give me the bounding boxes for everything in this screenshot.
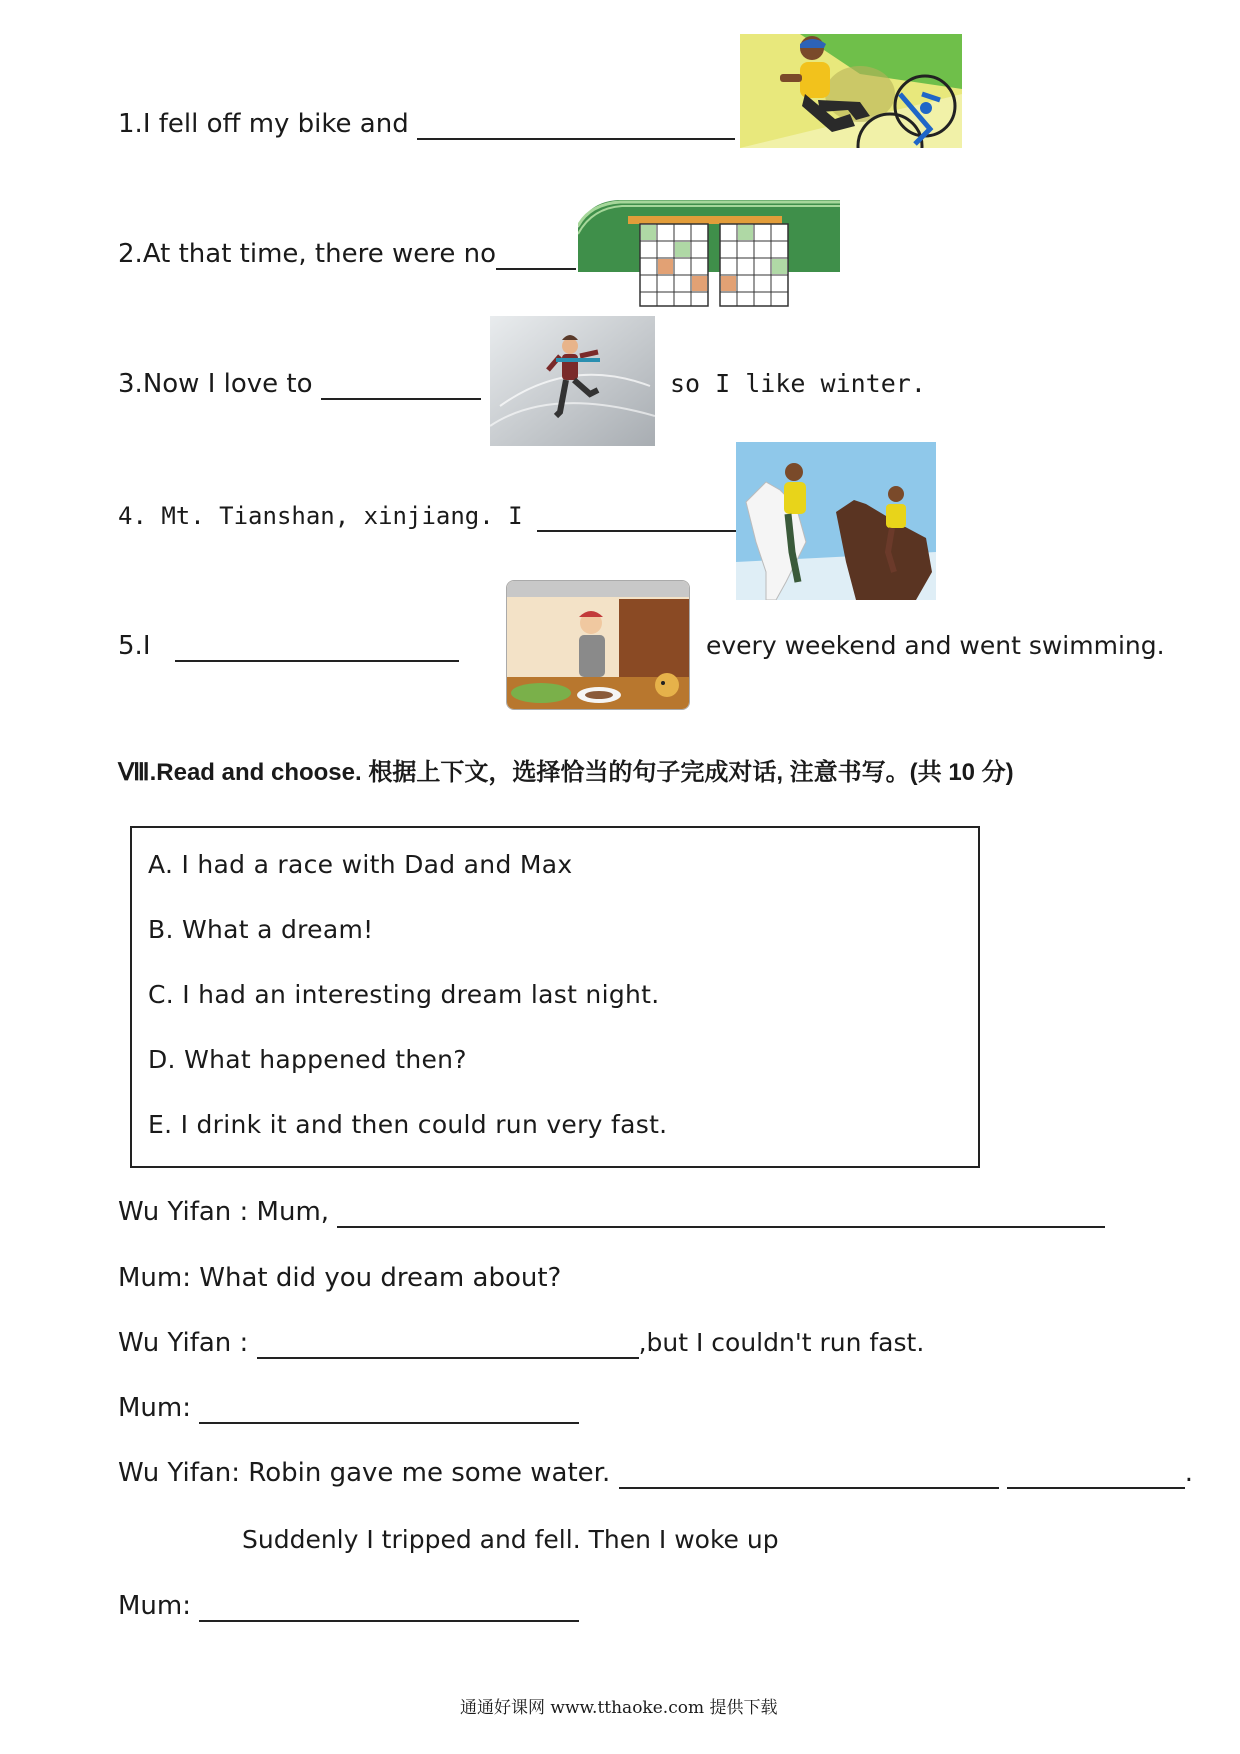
choice-b [148,915,373,944]
exercise-3 [118,368,507,400]
dialogue-blank-1[interactable] [337,1200,1105,1228]
exercise-text: I fell off my bike and [142,109,409,139]
exercise-number: 5. [118,631,143,661]
choice-letter: D. [148,1045,176,1074]
choice-text: I had a race with Dad and Max [181,850,573,879]
answer-blank-2[interactable] [496,242,576,270]
answer-blank-1[interactable] [417,112,735,140]
exercise-5-ending: every weekend and went swimming. [706,631,1165,660]
speaker: Wu Yifan : Mum, [118,1197,330,1227]
dialogue-line-1 [118,1196,1105,1228]
dialogue-blank-5[interactable] [1007,1461,1185,1489]
dialogue-line-3 [118,1327,924,1359]
dialogue-text: ,but I couldn't run fast. [638,1328,925,1357]
choice-letter: E. [148,1110,173,1139]
choice-letter: C. [148,980,175,1009]
exercise-text: Now I love to [142,369,313,399]
dialogue-line-4 [118,1392,579,1424]
dialogue-blank-4[interactable] [619,1461,999,1489]
choice-text: What a dream! [181,915,374,944]
exercise-number: 1. [118,109,143,139]
exercise-number: 4. [118,502,147,530]
exercise-5 [118,630,459,662]
exercise-4 [118,500,759,532]
choice-letter: B. [148,915,174,944]
section-title: Ⅷ.Read and choose. 根据上下文，选择恰当的句子完成对话, 注意书写。(共 10 分) [118,759,1014,786]
choice-d [148,1045,467,1074]
picture-eating-dinner [506,580,690,710]
exercise-text: Mt. Tianshan, xinjiang. I [161,502,523,530]
exercise-text: I [142,631,151,661]
dialogue-line-2: Mum: What did you dream about? [118,1263,562,1293]
dialogue-blank-2[interactable] [257,1331,639,1359]
exercise-1 [118,108,735,140]
footer-credit: 通通好课网 www.tthaoke.com 提供下载 [460,1698,778,1718]
picture-fall-off-bike [740,34,962,148]
answer-blank-5[interactable] [175,634,459,662]
picture-ice-skating [490,316,655,446]
exercise-text: At that time, there were no [142,239,497,269]
speaker: Wu Yifan: Robin gave me some water. [118,1458,611,1488]
picture-horse-riding [736,442,936,600]
choice-text: What happened then? [184,1045,467,1074]
speaker: Wu Yifan : [118,1328,249,1358]
dialogue-blank-3[interactable] [199,1396,579,1424]
period: . [1184,1458,1194,1488]
dialogue-line-6: Suddenly I tripped and fell. Then I woke up [242,1525,779,1554]
speaker: Mum: [118,1393,191,1423]
choice-a [148,850,572,879]
exercise-2 [118,238,576,270]
choices-box [130,826,980,1168]
choice-text: I had an interesting dream last night. [182,980,660,1009]
answer-blank-4[interactable] [537,504,759,532]
picture-buildings [578,198,840,308]
choice-letter: A. [148,850,174,879]
dialogue-line-7 [118,1590,579,1622]
choice-c [148,980,660,1009]
dialogue-blank-6[interactable] [199,1594,579,1622]
speaker: Mum: [118,1591,191,1621]
answer-blank-3[interactable] [321,372,481,400]
choice-text: I drink it and then could run very fast. [180,1110,668,1139]
exercise-3-ending: so I like winter. [670,369,926,398]
dialogue-line-5 [118,1457,1193,1489]
choice-e [148,1110,667,1139]
exercise-number: 2. [118,239,143,269]
exercise-number: 3. [118,369,143,399]
